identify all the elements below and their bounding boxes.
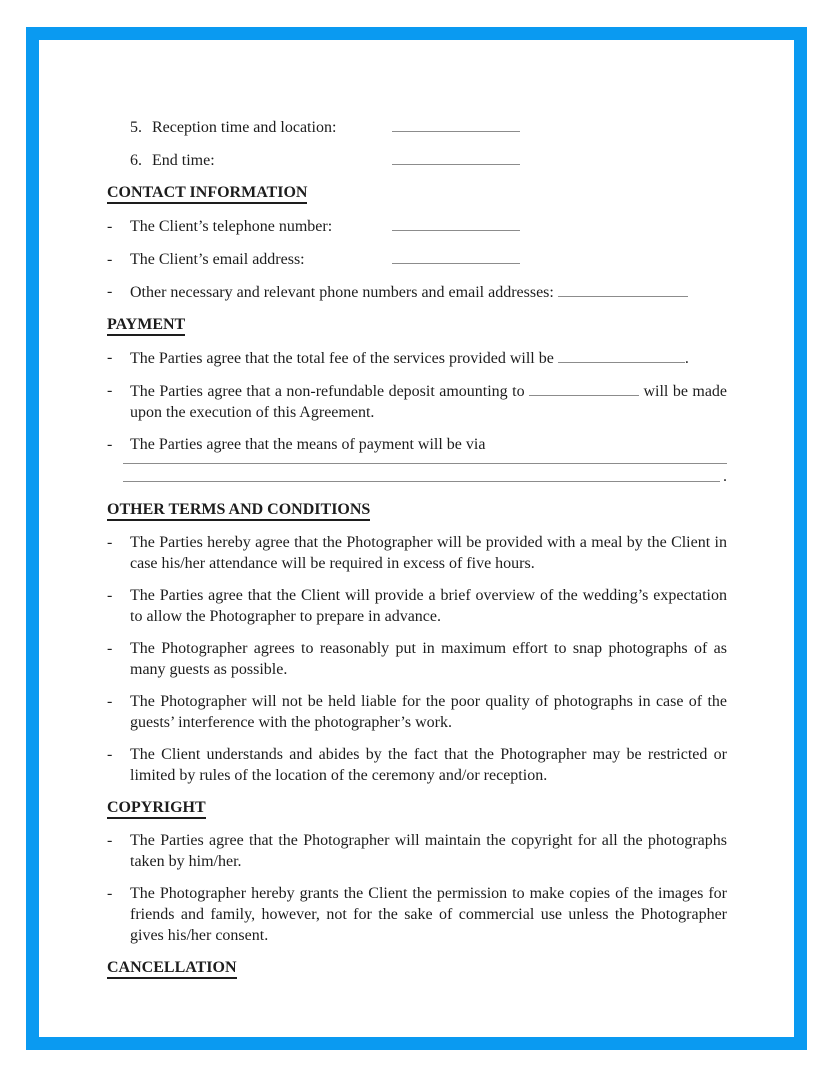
list-number: 6. [130,152,142,169]
list-item-text [130,347,727,369]
blank-line [529,380,639,396]
list-item-text: The Parties agree that the Photographer will maintain the copyright for all the photographs taken by him/her. [130,832,727,870]
heading-text: CONTACT INFORMATION [107,184,307,204]
list-label: The Client’s email address: [130,251,305,268]
blank-line [392,248,520,264]
contact-telephone-item [107,215,727,237]
dash-marker: - [107,251,113,268]
other-terms-item-meal [107,532,727,574]
dash-marker: - [107,349,113,366]
list-item-text: The Client understands and abides by the fact that the Photographer may be restricted or limited by rules of the location of the ceremony and/or reception. [130,746,727,784]
dash-marker: - [107,218,113,235]
heading-text: CANCELLATION [107,959,237,979]
copyright-item-maintain [107,830,727,872]
list-item-text: The Parties agree that the Client will provide a brief overview of the wedding’s expectation to allow the Photographer to prepare in advance. [130,587,727,625]
dash-marker: - [107,534,113,551]
list-label: Reception time and location: [152,119,337,136]
dash-marker: - [107,746,113,763]
list-item-text: The Parties agree that the means of payment will be via [130,436,486,453]
document-content [39,40,794,1037]
dash-marker: - [107,283,113,300]
dash-marker: - [107,436,113,453]
dash-marker: - [107,382,113,399]
blank-line-full-row [123,464,727,485]
payment-writein-lines [123,453,727,485]
section-heading-payment [107,314,727,335]
section-heading-contact-information [107,182,727,203]
heading-text: OTHER TERMS AND CONDITIONS [107,501,370,521]
clause-text: The Parties agree that a non-refundable deposit amounting to [130,383,525,400]
period-after-line: . [723,468,727,485]
contact-other-item [107,281,727,303]
clause-text: will be made upon the execution of this Agreement. [130,383,728,421]
list-label: End time: [152,152,215,169]
section-heading-cancellation [107,957,727,978]
section-heading-other-terms [107,499,727,520]
dash-marker: - [107,885,113,902]
payment-deposit-item [107,380,727,423]
dash-marker: - [107,640,113,657]
numbered-item-end-time [130,149,727,171]
dash-marker: - [107,832,113,849]
dash-marker: - [107,693,113,710]
list-number: 5. [130,119,142,136]
list-item-text [130,380,727,423]
other-terms-item-restrictions [107,744,727,786]
blank-line [392,116,520,132]
blank-line [392,149,520,165]
blank-line [392,215,520,231]
heading-text: PAYMENT [107,316,185,336]
other-terms-item-overview [107,585,727,627]
blank-line [558,347,685,363]
payment-means-item [107,434,727,455]
list-label: The Client’s telephone number: [130,218,333,235]
section-heading-copyright [107,797,727,818]
list-item-text: The Photographer will not be held liable for the poor quality of photographs in case of the guests’ interference with the photographer’s work. [130,693,727,731]
label-text: Other necessary and relevant phone numbers and email addresses: [130,284,554,301]
clause-period: . [684,350,689,367]
clause-text: The Parties agree that the total fee of the services provided will be [130,350,554,367]
list-item-text: The Photographer hereby grants the Client the permission to make copies of the images for friends and family, however, not for the sake of commercial use unless the Photographer gives his/her consent. [130,885,727,944]
other-terms-item-liability [107,691,727,733]
blank-line-full [123,464,720,482]
list-item-text: The Photographer agrees to reasonably put in maximum effort to snap photographs of as many guests as possible. [130,640,727,678]
payment-total-fee-item [107,347,727,369]
numbered-item-reception [130,116,727,138]
heading-text: COPYRIGHT [107,799,206,819]
blank-line [558,281,688,297]
other-terms-item-effort [107,638,727,680]
list-item-text: The Parties hereby agree that the Photographer will be provided with a meal by the Client in case his/her attendance will be required in excess of five hours. [130,534,727,572]
list-item-text [130,281,727,303]
dash-marker: - [107,587,113,604]
page-border-frame [26,27,807,1050]
copyright-item-permission [107,883,727,946]
contact-email-item [107,248,727,270]
